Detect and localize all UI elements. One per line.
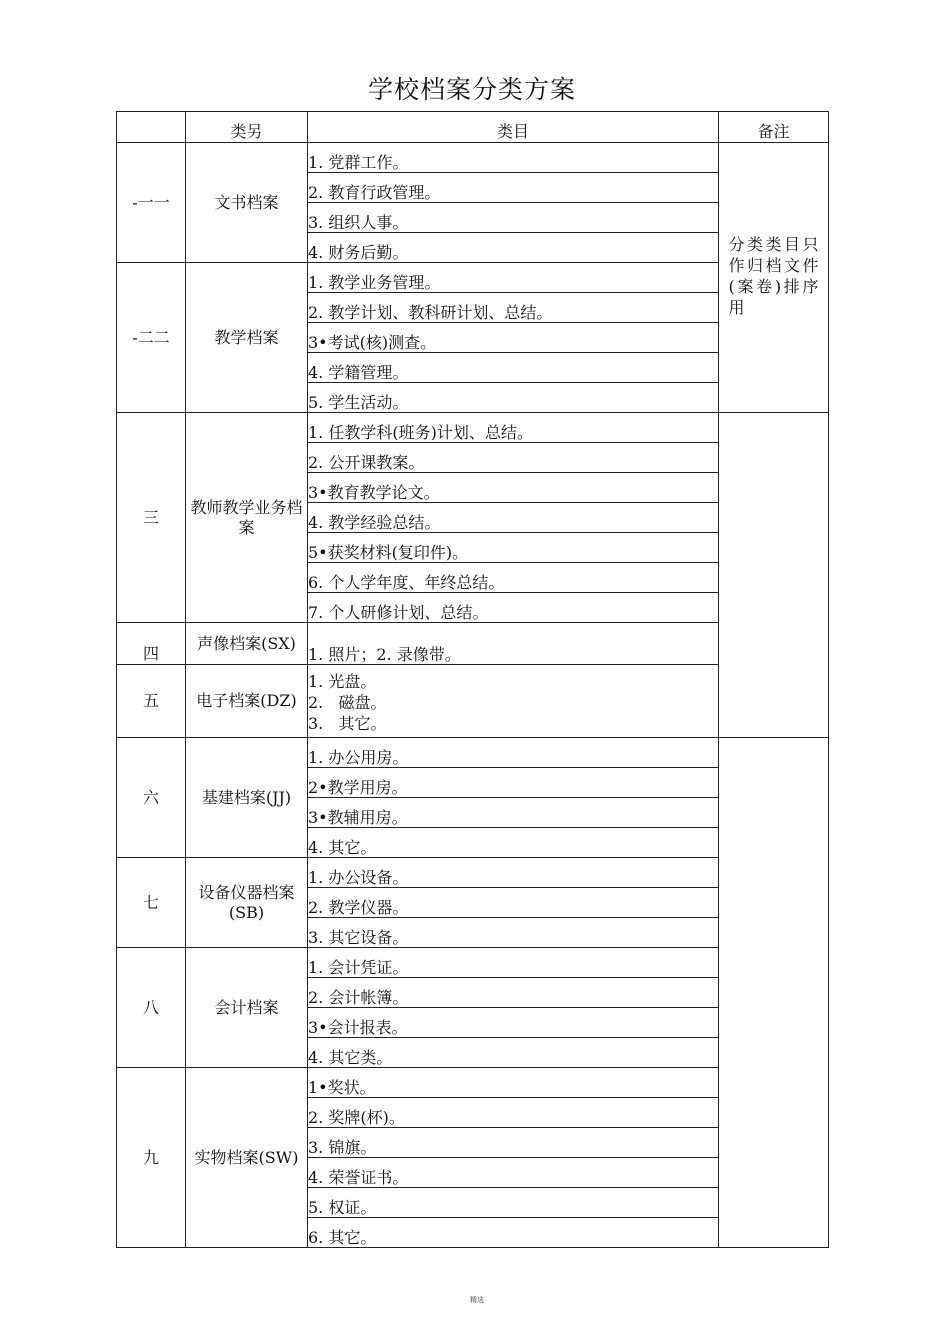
item-cell: 4. 其它类。: [308, 1038, 719, 1068]
item-cell: 3. 其它设备。: [308, 918, 719, 948]
item-cell: 4. 学籍管理。: [308, 353, 719, 383]
group-category: 实物档案(SW): [186, 1068, 308, 1248]
item-cell: 4. 其它。: [308, 828, 719, 858]
item-cell: 3. 锦旗。: [308, 1128, 719, 1158]
group-number: 七: [117, 858, 186, 948]
item-cell: 2. 教学计划、教科研计划、总结。: [308, 293, 719, 323]
item-cell: 1. 办公用房。: [308, 738, 719, 768]
header-remarks: 备注: [719, 112, 829, 143]
footer-mark: 精选: [470, 1296, 484, 1304]
group-number: 八: [117, 948, 186, 1068]
group-number: 五: [117, 665, 186, 738]
header-items: 类目: [308, 112, 719, 143]
group-category: 电子档案(DZ): [186, 665, 308, 738]
table-row: [117, 413, 829, 443]
item-cell: 6. 其它。: [308, 1218, 719, 1248]
remarks-cell: [719, 413, 829, 738]
item-cell: 2. 奖牌(杯)。: [308, 1098, 719, 1128]
group-number: -二二: [117, 263, 186, 413]
group-category: 基建档案(JJ): [186, 738, 308, 858]
group-category: 文书档案: [186, 143, 308, 263]
group-category: 声像档案(SX): [186, 623, 308, 665]
item-cell: 3. 组织人事。: [308, 203, 719, 233]
group-number: 三: [117, 413, 186, 623]
item-cell: 3•会计报表。: [308, 1008, 719, 1038]
item-cell: 4. 荣誉证书。: [308, 1158, 719, 1188]
item-cell: 4. 财务后勤。: [308, 233, 719, 263]
item-cell: 2. 教育行政管理。: [308, 173, 719, 203]
item-cell: 2. 会计帐簿。: [308, 978, 719, 1008]
item-cell: 2. 公开课教案。: [308, 443, 719, 473]
item-cell: [308, 665, 719, 738]
table-row: [117, 143, 829, 173]
item-line: 1. 光盘。: [308, 671, 377, 691]
item-cell: 4. 教学经验总结。: [308, 503, 719, 533]
page-title: 学校档案分类方案: [367, 75, 576, 104]
item-cell: 5•获奖材料(复印件)。: [308, 533, 719, 563]
item-cell: 2. 教学仪器。: [308, 888, 719, 918]
item-cell: 7. 个人研修计划、总结。: [308, 593, 719, 623]
table-header-row: [117, 112, 829, 143]
group-number: -一一: [117, 143, 186, 263]
group-category: 教学档案: [186, 263, 308, 413]
item-cell: 5. 学生活动。: [308, 383, 719, 413]
classification-table: [116, 111, 829, 1248]
group-number: 四: [117, 623, 186, 665]
header-number: [117, 112, 186, 143]
item-cell: 2•教学用房。: [308, 768, 719, 798]
item-cell: 1•奖状。: [308, 1068, 719, 1098]
item-line: 3. 其它。: [308, 713, 387, 733]
item-cell: 1. 办公设备。: [308, 858, 719, 888]
item-line: 2. 磁盘。: [308, 692, 387, 712]
item-cell: 1. 任教学科(班务)计划、总结。: [308, 413, 719, 443]
group-category: 设备仪器档案(SB): [186, 858, 308, 948]
table-row: [117, 738, 829, 768]
group-category: 会计档案: [186, 948, 308, 1068]
item-cell: 1. 教学业务管理。: [308, 263, 719, 293]
remarks-cell: [719, 143, 829, 413]
item-cell: 3•考试(核)测查。: [308, 323, 719, 353]
item-cell: 6. 个人学年度、年终总结。: [308, 563, 719, 593]
item-cell: 1. 会计凭证。: [308, 948, 719, 978]
header-category: 类另: [186, 112, 308, 143]
item-cell: 1. 党群工作。: [308, 143, 719, 173]
item-cell: 3•教育教学论文。: [308, 473, 719, 503]
item-cell: 1. 照片；2. 录像带。: [308, 623, 719, 665]
group-category: 教师教学业务档案: [186, 413, 308, 623]
group-number: 六: [117, 738, 186, 858]
item-cell: 5. 权证。: [308, 1188, 719, 1218]
remarks-text: 分类类目只作归档文件(案卷)排序用: [728, 235, 819, 317]
group-number: 九: [117, 1068, 186, 1248]
remarks-cell: [719, 738, 829, 1248]
item-cell: 3•教辅用房。: [308, 798, 719, 828]
